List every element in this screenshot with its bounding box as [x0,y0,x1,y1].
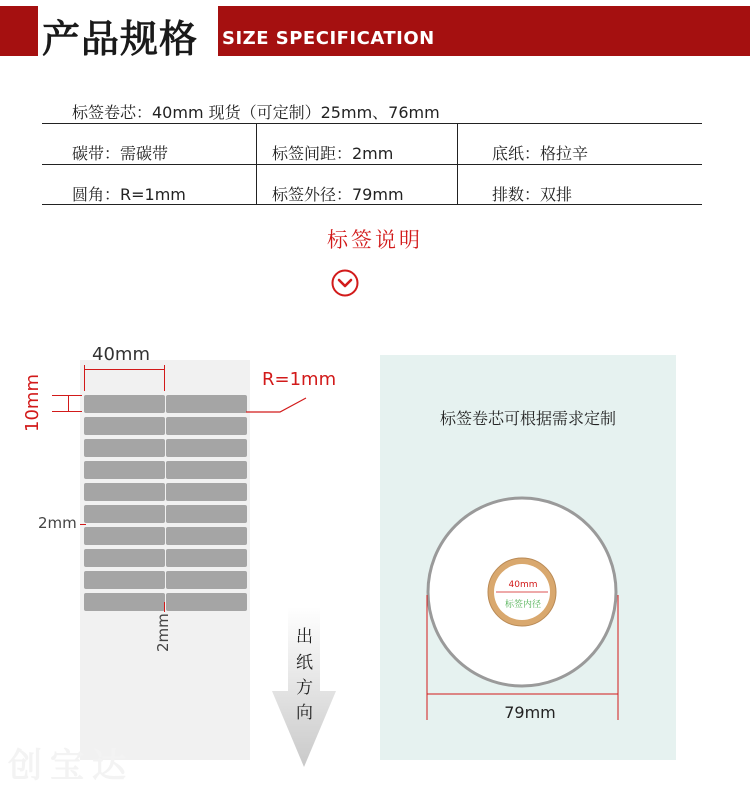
height-dim-top-tick [52,395,82,396]
label-blank [166,571,247,589]
spec-col-divider-1 [256,123,257,204]
feed-direction-char-3: 方 [296,678,313,698]
width-dim-right-tick [164,365,165,391]
height-dim-label: 10mm [22,374,43,432]
label-blank [166,593,247,611]
gap-left-tick [80,524,86,525]
spec-col-divider-2 [457,123,458,204]
label-blank [166,395,247,413]
label-blank [84,439,165,457]
label-blank [84,527,165,545]
label-blank [166,439,247,457]
label-blank [166,461,247,479]
core-diameter-label: 40mm [508,580,538,590]
label-blank [166,483,247,501]
width-dim-label: 40mm [92,344,150,365]
section-title: 标签说明 [327,228,423,252]
watermark: 创宝达 [8,746,134,786]
spec-ribbon: 碳带：需碳带 [72,144,169,163]
label-blank [84,417,165,435]
height-dim-bottom-tick [52,411,82,412]
label-blank [84,593,165,611]
spec-outer-diameter: 标签外径：79mm [272,185,404,204]
label-blank [166,417,247,435]
radius-leader-line [240,392,320,416]
core-inner-label: 标签内径 [504,600,541,610]
chevron-down-circle-icon [330,268,360,298]
gap-bottom-tick [164,602,165,612]
radius-label: R=1mm [262,369,337,390]
label-blank [166,505,247,523]
label-blank [166,549,247,567]
label-blank [84,461,165,479]
gap-bottom-label: 2mm [154,613,172,652]
feed-direction-char-4: 向 [296,703,313,723]
label-blank [84,571,165,589]
spec-corner: 圆角：R=1mm [72,185,186,204]
height-dim-line [68,395,69,412]
header-banner [0,0,750,61]
label-blank [84,505,165,523]
label-blank [84,395,165,413]
width-dim-line [84,369,164,370]
spec-liner: 底纸：格拉辛 [492,144,589,163]
spec-divider-mid [42,164,702,165]
feed-direction-char-1: 出 [296,627,313,647]
banner-subtitle: SIZE SPECIFICATION [222,28,435,49]
spec-rows: 排数：双排 [492,185,573,204]
label-blank [84,483,165,501]
spec-divider-top [42,123,702,124]
roll-customization-note: 标签卷芯可根据需求定制 [439,409,616,428]
label-blank [84,549,165,567]
feed-direction-char-2: 纸 [296,653,313,673]
spec-label-gap: 标签间距：2mm [272,144,394,163]
label-blank [166,527,247,545]
outer-diameter-label: 79mm [504,703,556,722]
spec-core-line: 标签卷芯：40mm 现货（可定制）25mm、76mm [72,103,440,122]
gap-left-label: 2mm [38,514,77,532]
roll-diagram [380,355,676,760]
banner-title: 产品规格 [42,17,199,61]
